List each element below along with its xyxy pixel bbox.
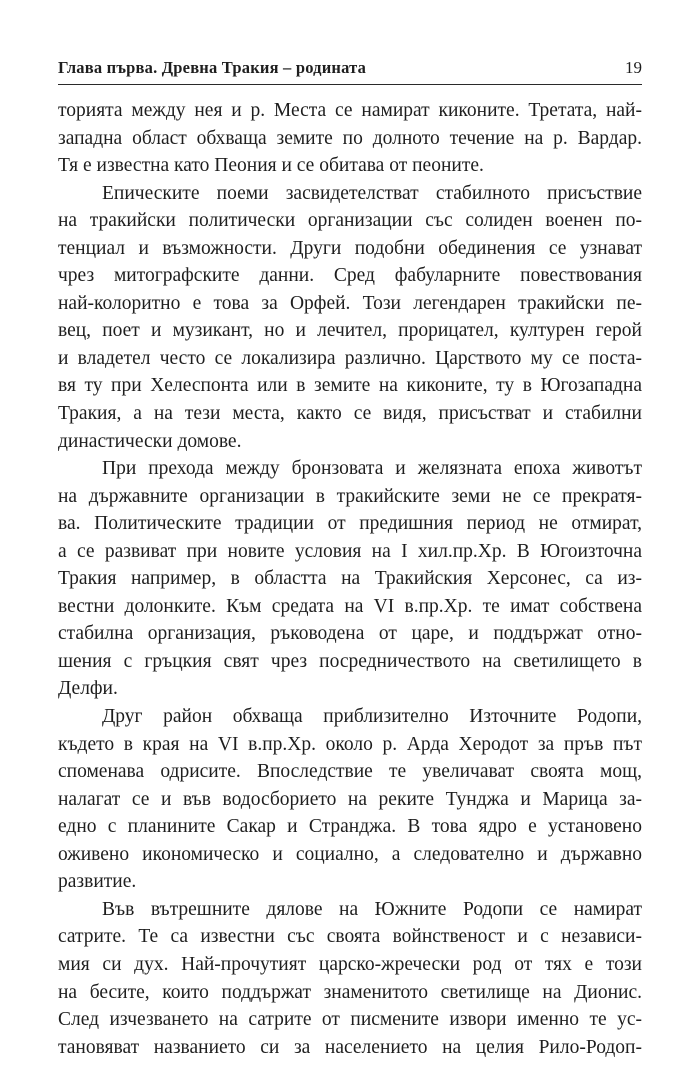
- text-line: споменава одрисите. Впоследствие те увеличават своята мощ,: [58, 761, 642, 783]
- text-line: сатрите. Те са известни със своята войнственост и с независи-: [58, 926, 642, 948]
- text-line: на държавните организации в тракийските земи не се прекратя-: [58, 485, 642, 507]
- text-line: мия си дух. Най-прочутият царско-жречески род от тях е този: [58, 953, 642, 975]
- text-line: ва. Политическите традиции от предишния период не отмират,: [58, 513, 642, 535]
- text-line: След изчезването на сатрите от писмените извори именно те ус-: [58, 1009, 642, 1031]
- text-line: западна област обхваща земите по долното течение на р. Вардар.: [58, 127, 642, 149]
- text-line: При прехода между бронзовата и желязната епоха животът: [102, 458, 642, 480]
- text-line: династически домове.: [58, 430, 242, 452]
- text-line: вестни долонките. Към средата на VI в.пр.Хр. те имат собствена: [58, 595, 642, 617]
- text-line: Тракия, а на тези места, както се видя, присъстват и стабилни: [58, 403, 642, 425]
- text-line: на тракийски политически организации със солиден военен по-: [58, 210, 642, 232]
- text-line: вец, поет и музикант, но и лечител, прорицател, културен герой: [58, 320, 642, 342]
- text-line: развитие.: [58, 871, 137, 893]
- running-title: Глава първа. Древна Тракия – родината: [58, 58, 367, 77]
- text-line: налагат се и във водосборието на реките Тунджа и Марица за-: [58, 788, 642, 810]
- text-line: Епическите поеми засвидетелстват стабилното присъствие: [102, 182, 642, 204]
- text-line: шения с гръцкия свят чрез посредничеството на светилището в: [58, 650, 642, 672]
- text-line: тановяват названието си за населението на целия Рило-Родоп-: [58, 1036, 642, 1058]
- text-line: едно с планините Сакар и Странджа. В това ядро е установено: [58, 816, 642, 838]
- text-line: чрез митографските данни. Сред фабуларните повествования: [58, 265, 642, 287]
- text-line: Тя е известна като Пеония и се обитава от пеоните.: [58, 155, 484, 177]
- text-line: на бесите, които поддържат знаменитото светилище на Дионис.: [58, 981, 642, 1003]
- text-line: вя ту при Хелеспонта или в земите на киконите, ту в Югозападна: [58, 375, 642, 397]
- text-line: Във вътрешните дялове на Южните Родопи се намират: [102, 898, 642, 920]
- text-line: най-колоритно е това за Орфей. Този легендарен тракийски пе-: [58, 292, 642, 314]
- text-line: торията между нея и р. Места се намират киконите. Третата, най-: [58, 100, 642, 121]
- text-line: стабилна организация, ръководена от царе, и поддържат отно-: [58, 623, 642, 645]
- text-line: Делфи.: [58, 678, 118, 700]
- page-header: [58, 58, 642, 85]
- text-line: където в края на VI в.пр.Хр. около р. Арда Херодот за пръв път: [58, 733, 642, 755]
- text-line: оживено икономическо и социално, а следователно и държавно: [58, 843, 642, 865]
- body-text: [58, 97, 642, 1061]
- text-line: и владетел често се локализира различно. Царството му се поста-: [58, 347, 642, 369]
- text-line: Друг район обхваща приблизително Източните Родопи,: [102, 706, 642, 728]
- text-line: а се развиват при новите условия на I хил.пр.Хр. В Югоизточна: [58, 540, 642, 562]
- page-number: 19: [625, 58, 642, 77]
- text-line: Тракия например, в областта на Тракийския Херсонес, са из-: [58, 568, 642, 590]
- text-line: тенциал и възможности. Други подобни обединения се узнават: [58, 237, 642, 259]
